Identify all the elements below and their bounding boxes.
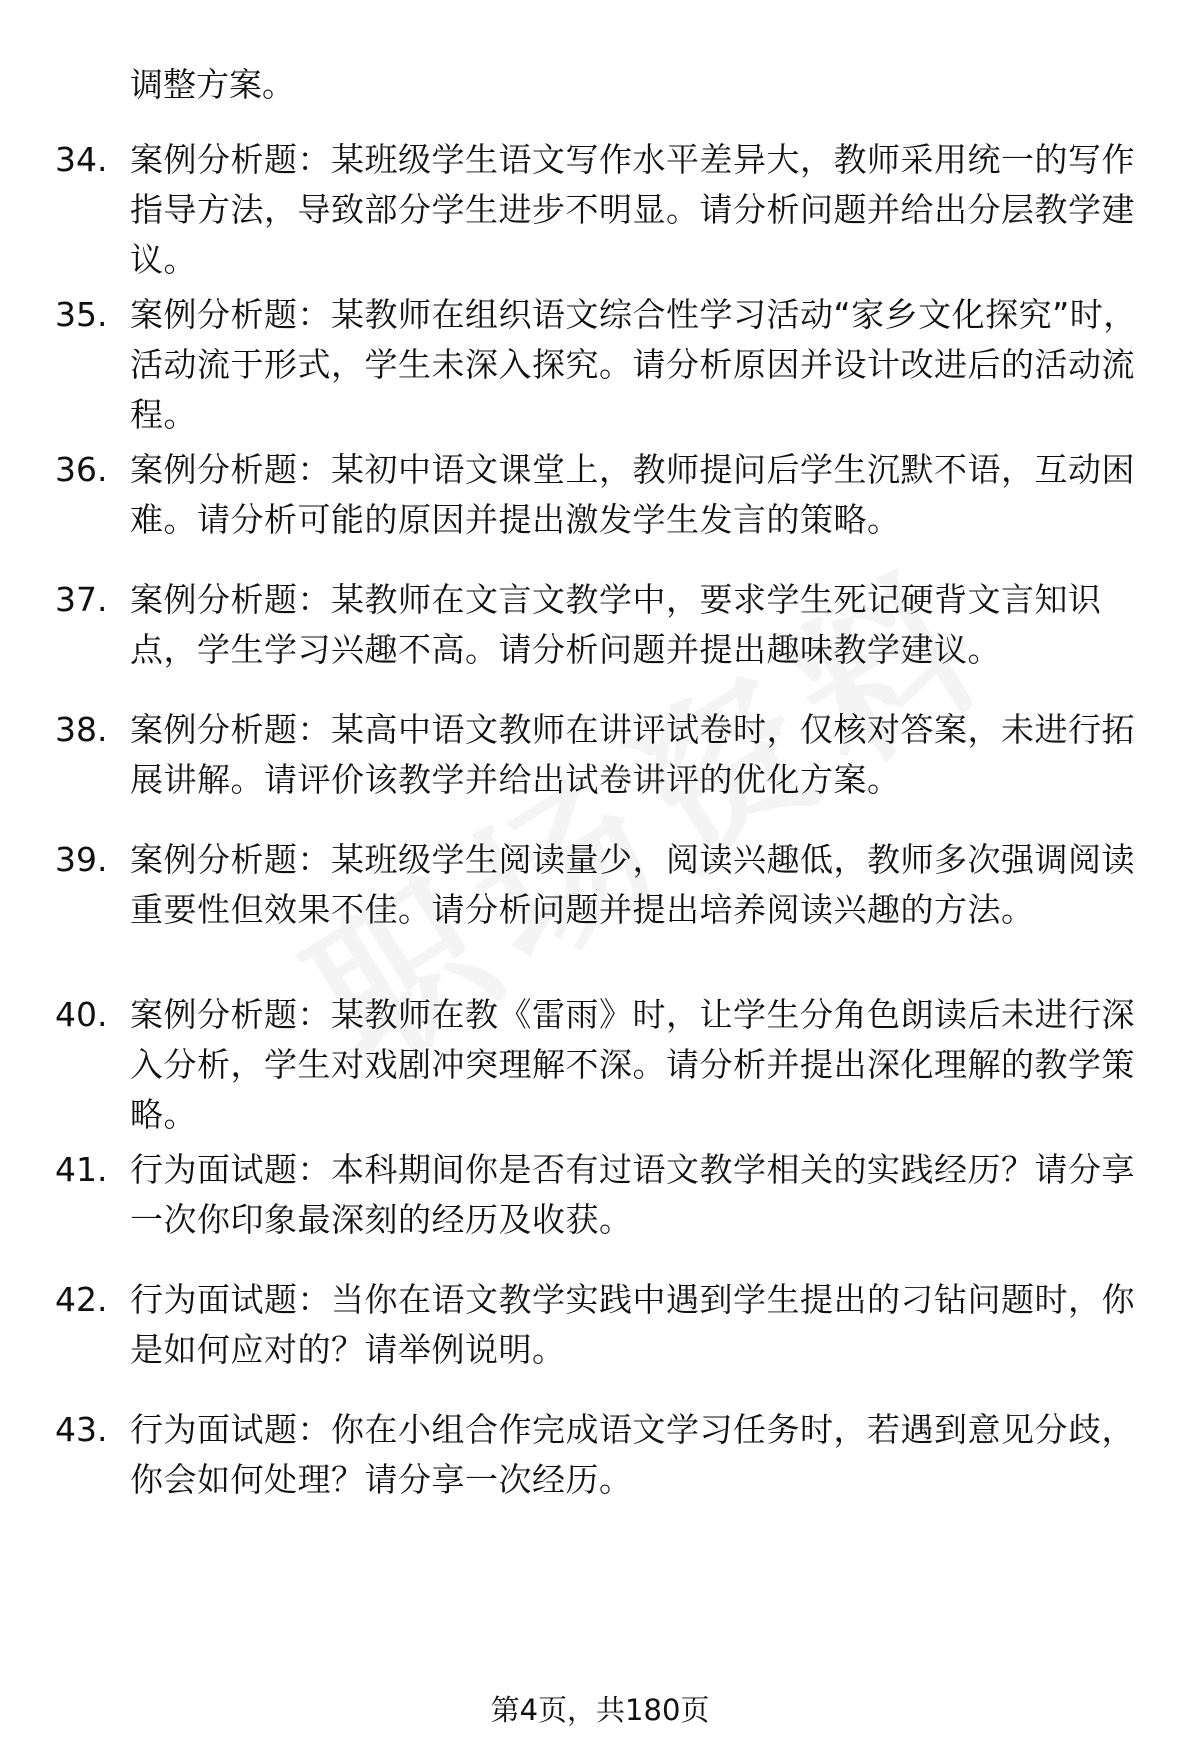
question-number: 36. (55, 450, 108, 489)
question-number: 35. (55, 295, 108, 334)
page-number-footer: 第4页，共180页 (490, 1693, 710, 1727)
question-number: 38. (55, 710, 108, 749)
question-number: 37. (55, 580, 108, 619)
question-number: 42. (55, 1280, 108, 1319)
question-number: 40. (55, 995, 108, 1034)
question-text: 行为面试题：本科期间你是否有过语文教学相关的实践经历？请分享一次你印象最深刻的经历及收获。 (130, 1150, 1135, 1239)
question-number: 39. (55, 840, 108, 879)
question-item (55, 445, 1150, 545)
question-item (55, 290, 1150, 440)
question-text: 案例分析题：某班级学生语文写作水平差异大，教师采用统一的写作指导方法，导致部分学生进步不明显。请分析问题并给出分层教学建议。 (130, 140, 1135, 279)
question-number: 43. (55, 1410, 108, 1449)
question-item (55, 835, 1150, 935)
continued-text: 调整方案。 (130, 65, 295, 104)
question-text: 案例分析题：某教师在文言文教学中，要求学生死记硬背文言知识点，学生学习兴趣不高。请分析问题并提出趣味教学建议。 (130, 580, 1102, 669)
question-item (55, 1405, 1150, 1505)
question-text: 案例分析题：某教师在组织语文综合性学习活动“家乡文化探究”时，活动流于形式，学生未深入探究。请分析原因并设计改进后的活动流程。 (130, 295, 1137, 434)
question-number: 41. (55, 1150, 108, 1189)
question-text: 案例分析题：某高中语文教师在讲评试卷时，仅核对答案，未进行拓展讲解。请评价该教学并给出试卷讲评的优化方案。 (130, 710, 1135, 799)
question-item (55, 135, 1150, 285)
question-item (55, 575, 1150, 675)
question-text: 案例分析题：某班级学生阅读量少，阅读兴趣低，教师多次强调阅读重要性但效果不佳。请分析问题并提出培养阅读兴趣的方法。 (130, 840, 1135, 929)
question-text: 行为面试题：当你在语文教学实践中遇到学生提出的刁钻问题时，你是如何应对的？请举例说明。 (130, 1280, 1135, 1369)
question-item (55, 990, 1150, 1140)
question-text: 行为面试题：你在小组合作完成语文学习任务时，若遇到意见分歧，你会如何处理？请分享一次经历。 (130, 1410, 1135, 1499)
question-text: 案例分析题：某教师在教《雷雨》时，让学生分角色朗读后未进行深入分析，学生对戏剧冲突理解不深。请分析并提出深化理解的教学策略。 (130, 995, 1135, 1134)
question-item (55, 1275, 1150, 1375)
question-item (55, 705, 1150, 805)
question-item (55, 1145, 1150, 1245)
question-number: 34. (55, 140, 108, 179)
question-text: 案例分析题：某初中语文课堂上，教师提问后学生沉默不语，互动困难。请分析可能的原因并提出激发学生发言的策略。 (130, 450, 1135, 539)
